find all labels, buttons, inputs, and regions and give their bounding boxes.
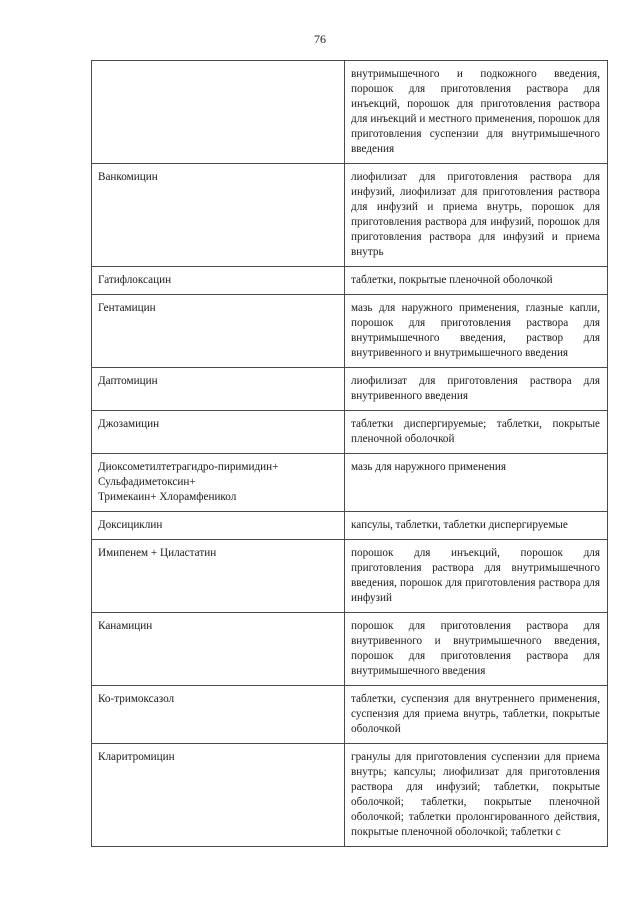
table-row — [92, 164, 608, 267]
dosage-forms-cell: таблетки диспергируемые; таблетки, покрытые пленочной оболочкой — [345, 411, 608, 454]
drug-name: Гатифлоксацин — [98, 274, 172, 286]
drug-name-cell — [92, 744, 345, 847]
drug-name-cell — [92, 295, 345, 368]
table-row — [92, 267, 608, 295]
drug-name: Доксициклин — [98, 519, 163, 531]
drug-name: Ванкомицин — [98, 171, 158, 183]
drug-name: Гентамицин — [98, 302, 156, 314]
dosage-forms-cell: внутримышечного и подкожного введения, порошок для приготовления раствора для инъекций, порошок для приготовления раствора для инъекций и местного применения, порошок для приготовления суспензии для внутримышечного введения — [345, 61, 608, 164]
drug-name: Диоксометилтетрагидро-пиримидин+ — [98, 461, 279, 473]
table-row — [92, 411, 608, 454]
drug-name-cell — [92, 454, 345, 512]
table-row — [92, 295, 608, 368]
dosage-forms-cell: капсулы, таблетки, таблетки диспергируемые — [345, 512, 608, 540]
drug-name-cell — [92, 267, 345, 295]
dosage-forms-cell: лиофилизат для приготовления раствора для внутривенного введения — [345, 368, 608, 411]
drug-name: Даптомицин — [98, 375, 158, 387]
drug-name-cell — [92, 164, 345, 267]
drug-name: Кларитромицин — [98, 751, 175, 763]
dosage-forms-cell: мазь для наружного применения, глазные капли, порошок для приготовления раствора для внутримышечного введения, раствор для внутривенного и внутримышечного введения — [345, 295, 608, 368]
dosage-forms-cell: порошок для приготовления раствора для внутривенного и внутримышечного введения, порошок для приготовления раствора для внутримышечного введения — [345, 613, 608, 686]
table-row — [92, 744, 608, 847]
table-row — [92, 454, 608, 512]
drug-name-cell — [92, 540, 345, 613]
dosage-forms-cell: таблетки, суспензия для внутреннего применения, суспензия для приема внутрь, таблетки, покрытые оболочкой — [345, 686, 608, 744]
dosage-forms-cell: лиофилизат для приготовления раствора для инфузий, лиофилизат для приготовления раствора для инфузий и приема внутрь, порошок для приготовления раствора для инфузий, порошок для приготовления раствора для инфузий и приема внутрь — [345, 164, 608, 267]
drug-name: Канамицин — [98, 620, 153, 632]
drug-name-cell — [92, 686, 345, 744]
table-row — [92, 613, 608, 686]
dosage-forms-cell: мазь для наружного применения — [345, 454, 608, 512]
drug-name-cell — [92, 613, 345, 686]
table-row — [92, 686, 608, 744]
page-number: 76 — [314, 32, 326, 46]
drug-table-body — [92, 61, 608, 847]
drug-name-cell — [92, 368, 345, 411]
drug-forms-table — [91, 60, 608, 847]
drug-name: Сульфадиметоксин+ — [98, 476, 196, 488]
table-row — [92, 368, 608, 411]
drug-name-cell — [92, 411, 345, 454]
drug-name: Джозамицин — [98, 418, 160, 430]
drug-name: Тримекаин+ Хлорамфеникол — [98, 491, 237, 503]
drug-name: Ко-тримоксазол — [98, 693, 175, 705]
table-row — [92, 61, 608, 164]
dosage-forms-cell: таблетки, покрытые пленочной оболочкой — [345, 267, 608, 295]
dosage-forms-cell: гранулы для приготовления суспензии для приема внутрь; капсулы; лиофилизат для приготовления раствора для инфузий; таблетки, покрытые оболочкой; таблетки, покрытые пленочной оболочкой; таблетки пролонгированного действия, покрытые пленочной оболочкой; таблетки с — [345, 744, 608, 847]
drug-name: Имипенем + Циластатин — [98, 547, 217, 559]
table-row — [92, 540, 608, 613]
dosage-forms-cell: порошок для инъекций, порошок для приготовления раствора для внутримышечного введения, порошок для приготовления раствора для инфузий — [345, 540, 608, 613]
table-row — [92, 512, 608, 540]
drug-name-cell — [92, 61, 345, 164]
drug-name-cell — [92, 512, 345, 540]
